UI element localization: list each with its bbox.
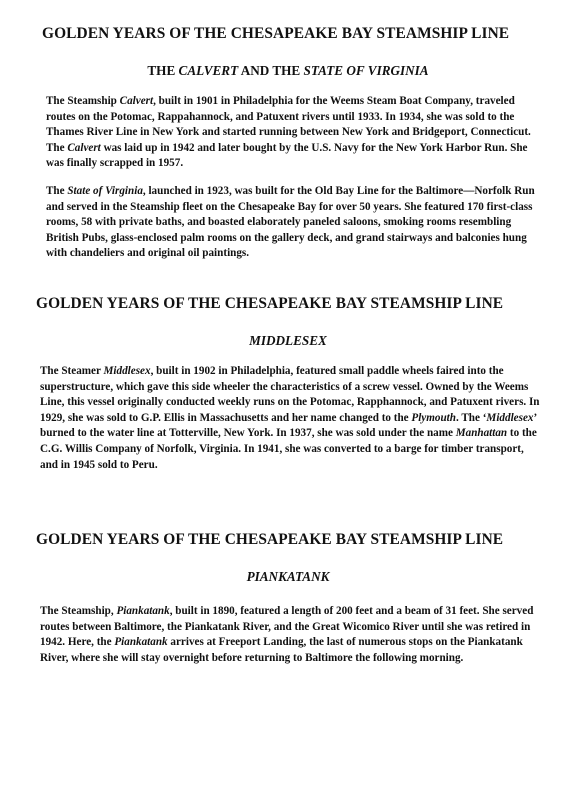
text-run: arrives at Freeport Landing, the last of numerous stops on the Piankatank River, where she will stay overnight before returning to Baltimore the following morning.: [40, 636, 523, 664]
italic-text-run: Calvert: [119, 95, 154, 107]
text-run: , built in 1902 in Philadelphia, featured small paddle wheels faired into the superstructure, which gave this side wheeler the characteristics of a screw vessel. Owned by the Weems Line, this vessel originally conducted weekly runs on the Potomac, Rapphannock, and Patuxent rivers. In 1929, she was sold to G.P. Ellis in Massachusetts and her name changed to the: [40, 365, 540, 424]
section-1-paragraph-state-of-virginia: [46, 184, 546, 262]
section-1-paragraph-calvert: [46, 94, 546, 172]
italic-text-run: Calvert: [67, 141, 101, 154]
text-run: was laid up in 1942 and later bought by the U.S. Navy for the New York Harbor Run. She was finally scrapped in 1957.: [46, 141, 528, 170]
italic-text-run: CALVERT: [178, 63, 239, 78]
text-run: ’ burned to the water line at Totterville, New York. In 1937, she was sold under the name: [40, 411, 537, 440]
text-run: to the C.G. Willis Company of Norfolk, Virginia. In 1941, she was converted to a barge for timber transport, and in 1945 sold to Peru.: [40, 427, 537, 471]
text-run: AND THE: [238, 63, 304, 78]
section-2-heading: GOLDEN YEARS OF THE CHESAPEAKE BAY STEAMSHIP LINE: [36, 295, 504, 312]
section-3-subheading: [0, 569, 576, 585]
text-run: , built in 1901 in Philadelphia for the Weems Steam Boat Company, traveled routes on the Potomac, Rappahannock, and Patuxent rivers until 1933. In 1934, she was sold to the Thames River Line in New York and started running between New York and Bridgeport, Connecticut. The: [46, 95, 531, 154]
italic-text-run: Manhattan: [455, 427, 508, 440]
italic-text-run: PIANKATANK: [246, 569, 330, 584]
text-run: The: [46, 185, 68, 197]
text-run: The Steamship: [46, 95, 120, 107]
section-2-paragraph-middlesex: [40, 364, 540, 473]
text-run: , launched in 1923, was built for the Old Bay Line for the Baltimore—Norfolk Run and served in the Steamship fleet on the Chesapeake Bay for over 50 years. She featured 170 first-class rooms, 58 with private baths, and boasted elaborately paneled saloons, smoking rooms resembling British Pubs, glass-enclosed palm rooms on the gallery deck, and grand stairways and balconies hung with chandeliers and original oil paintings.: [46, 185, 535, 260]
italic-text-run: Piankatank: [114, 636, 168, 649]
italic-text-run: STATE OF VIRGINIA: [303, 63, 429, 78]
section-3-heading: GOLDEN YEARS OF THE CHESAPEAKE BAY STEAMSHIP LINE: [36, 531, 504, 548]
italic-text-run: State of Virginia: [67, 185, 143, 197]
text-run: , built in 1890, featured a length of 200 feet and a beam of 31 feet. She served routes between Baltimore, the Piankatank River, and the Great Wicomico River until she was retired in 1942. Here, the: [40, 605, 534, 649]
italic-text-run: Middlesex: [486, 411, 534, 424]
italic-text-run: Piankatank: [116, 605, 170, 617]
italic-text-run: MIDDLESEX: [249, 333, 327, 348]
text-run: The Steamship,: [40, 605, 117, 617]
section-3-paragraph-piankatank: [40, 604, 540, 666]
section-2-subheading: [0, 333, 576, 349]
section-1-heading: GOLDEN YEARS OF THE CHESAPEAKE BAY STEAMSHIP LINE: [42, 25, 510, 42]
text-run: The Steamer: [40, 365, 104, 377]
italic-text-run: Middlesex: [103, 365, 151, 377]
text-run: THE: [147, 63, 179, 78]
section-1-subheading: [0, 63, 576, 79]
italic-text-run: Plymouth: [411, 411, 456, 424]
text-run: . The ‘: [455, 411, 487, 424]
